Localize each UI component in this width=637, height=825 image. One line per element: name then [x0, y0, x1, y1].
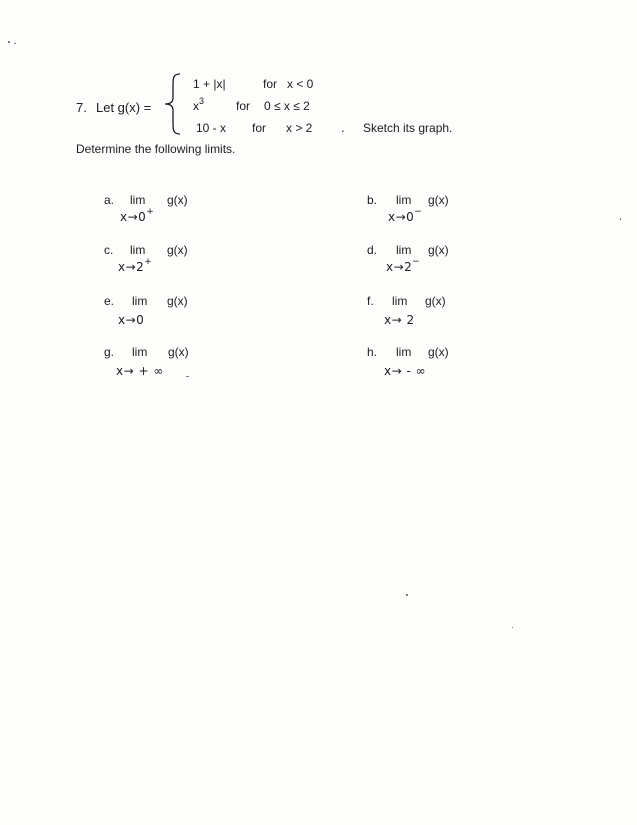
limit-letter: d.: [367, 243, 378, 257]
lim-label: lim: [396, 243, 412, 257]
limit-letter: a.: [104, 193, 115, 207]
limit-letter: f.: [367, 294, 374, 308]
lim-label: lim: [132, 294, 148, 308]
sketch-instruction: Sketch its graph.: [363, 121, 453, 135]
limit-approach: x→0+: [120, 207, 155, 224]
limit-function: g(x): [425, 294, 446, 308]
case-1-expression: 1 + |x|: [193, 77, 226, 91]
lim-label: lim: [392, 294, 408, 308]
limits-instruction: Determine the following limits.: [76, 142, 236, 156]
scan-speck: [186, 376, 189, 377]
case-1-condition: x < 0: [287, 77, 314, 91]
limit-letter: c.: [104, 243, 114, 257]
case-1-for: for: [263, 77, 278, 91]
period: .: [341, 120, 345, 135]
lim-label: lim: [130, 193, 146, 207]
lim-label: lim: [132, 345, 148, 359]
limit-function: g(x): [167, 193, 188, 207]
limit-approach: x→0: [118, 313, 145, 327]
limit-function: g(x): [167, 294, 188, 308]
problem-number: 7.: [76, 100, 87, 115]
limit-function: g(x): [428, 243, 449, 257]
lim-label: lim: [130, 243, 146, 257]
case-2-expression: $x^3$: [193, 96, 205, 113]
case-3-expression: 10 - x: [196, 121, 227, 135]
case-2-condition: 0 ≤ x ≤ 2: [264, 99, 310, 113]
case-3-condition: x > 2: [286, 121, 313, 135]
limit-approach: x→ 2: [384, 313, 415, 327]
limit-approach: x→2−: [386, 257, 421, 274]
scan-speck: [14, 43, 16, 44]
scan-speck: [406, 594, 408, 596]
limit-letter: b.: [367, 193, 378, 207]
limit-letter: h.: [367, 345, 378, 359]
limit-approach: x→ + ∞: [116, 364, 164, 378]
left-brace-icon: [162, 72, 184, 136]
limit-function: g(x): [428, 193, 449, 207]
case-2-for: for: [236, 99, 251, 113]
limit-approach: x→ - ∞: [384, 364, 427, 378]
function-lhs: Let g(x) =: [96, 100, 152, 115]
limit-function: g(x): [168, 345, 189, 359]
case-3-for: for: [252, 121, 267, 135]
lim-label: lim: [396, 345, 412, 359]
limit-function: g(x): [167, 243, 188, 257]
limit-letter: g.: [104, 345, 115, 359]
limit-approach: x→2+: [118, 257, 153, 274]
limit-letter: e.: [104, 294, 115, 308]
limit-function: g(x): [428, 345, 449, 359]
scan-speck: [8, 41, 10, 43]
scan-speck: [620, 218, 621, 220]
limit-approach: x→0−: [388, 207, 423, 224]
scan-speck: [512, 627, 513, 628]
lim-label: lim: [396, 193, 412, 207]
